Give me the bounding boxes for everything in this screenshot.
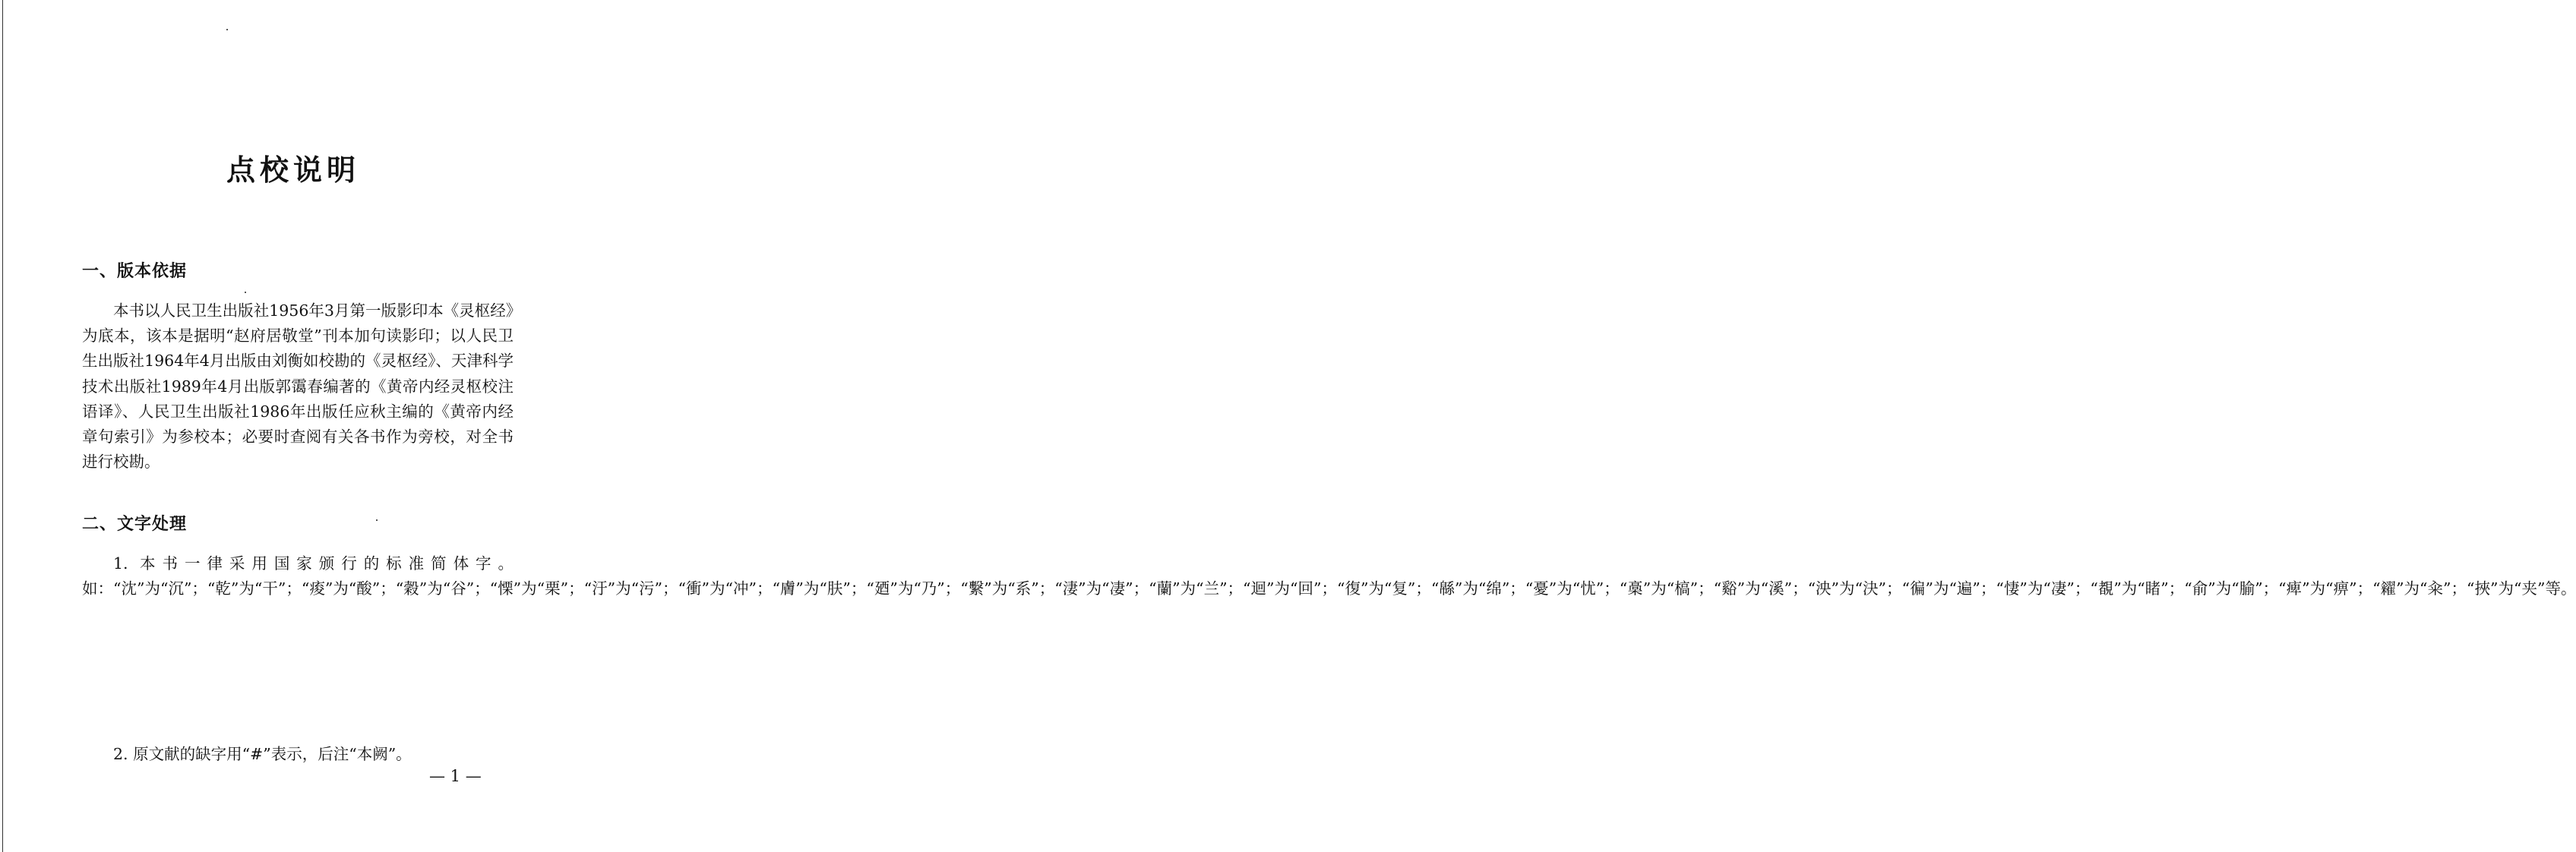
paragraph-simplified-characters: 1. 本书一律采用国家颁行的标准简体字。如：“沈”为“沉”；“乾”为“干”；“痠”为“酸”；“穀”为“谷”；“慄”为“栗”；“汙”为“污”；“衝”为“冲”；“膚”为“肤”；“廼”为“乃”；“繫”为“系”；“淒”为“凄”；“蘭”为“兰”；“迴”为“回”；“復”为“复”；“緜”为“绵”；“憂”为“忧”；“槀”为“槁”；“谿”为“溪”；“泱”为“決”；“徧”为“遍”；“悽”为“凄”；“覩”为“睹”；“俞”为“腧”；“痺”为“痹”；“糴”为“籴”；“挾”为“夹”等。: [82, 554, 2576, 598]
paragraph-edition-basis: 本书以人民卫生出版社1956年3月第一版影印本《灵枢经》为底本，该本是据明“赵府居敬堂”刊本加句读影印；以人民卫生出版社1964年4月出版由刘衡如校勘的《灵枢经》、天津科学技术出版社1989年4月出版郭霭春编著的《黄帝内经灵枢校注语译》、人民卫生出版社1986年出版任应秋主编的《黄帝内经章句索引》为参校本；必要时查阅有关各书作为旁校，对全书进行校勘。: [82, 301, 514, 472]
section-heading-text-processing: 二、文字处理: [82, 515, 188, 534]
scan-speck: [245, 292, 246, 293]
page-title: 点校说明: [226, 153, 360, 187]
paragraph-missing-characters: 2. 原文献的缺字用“#”表示，后注“本阙”。: [113, 745, 412, 763]
scan-speck: [376, 519, 378, 521]
page-number: — 1 —: [429, 767, 482, 785]
section-heading-edition-basis: 一、版本依据: [82, 262, 188, 281]
scan-speck: [226, 29, 228, 30]
page-left-edge: [2, 0, 3, 852]
